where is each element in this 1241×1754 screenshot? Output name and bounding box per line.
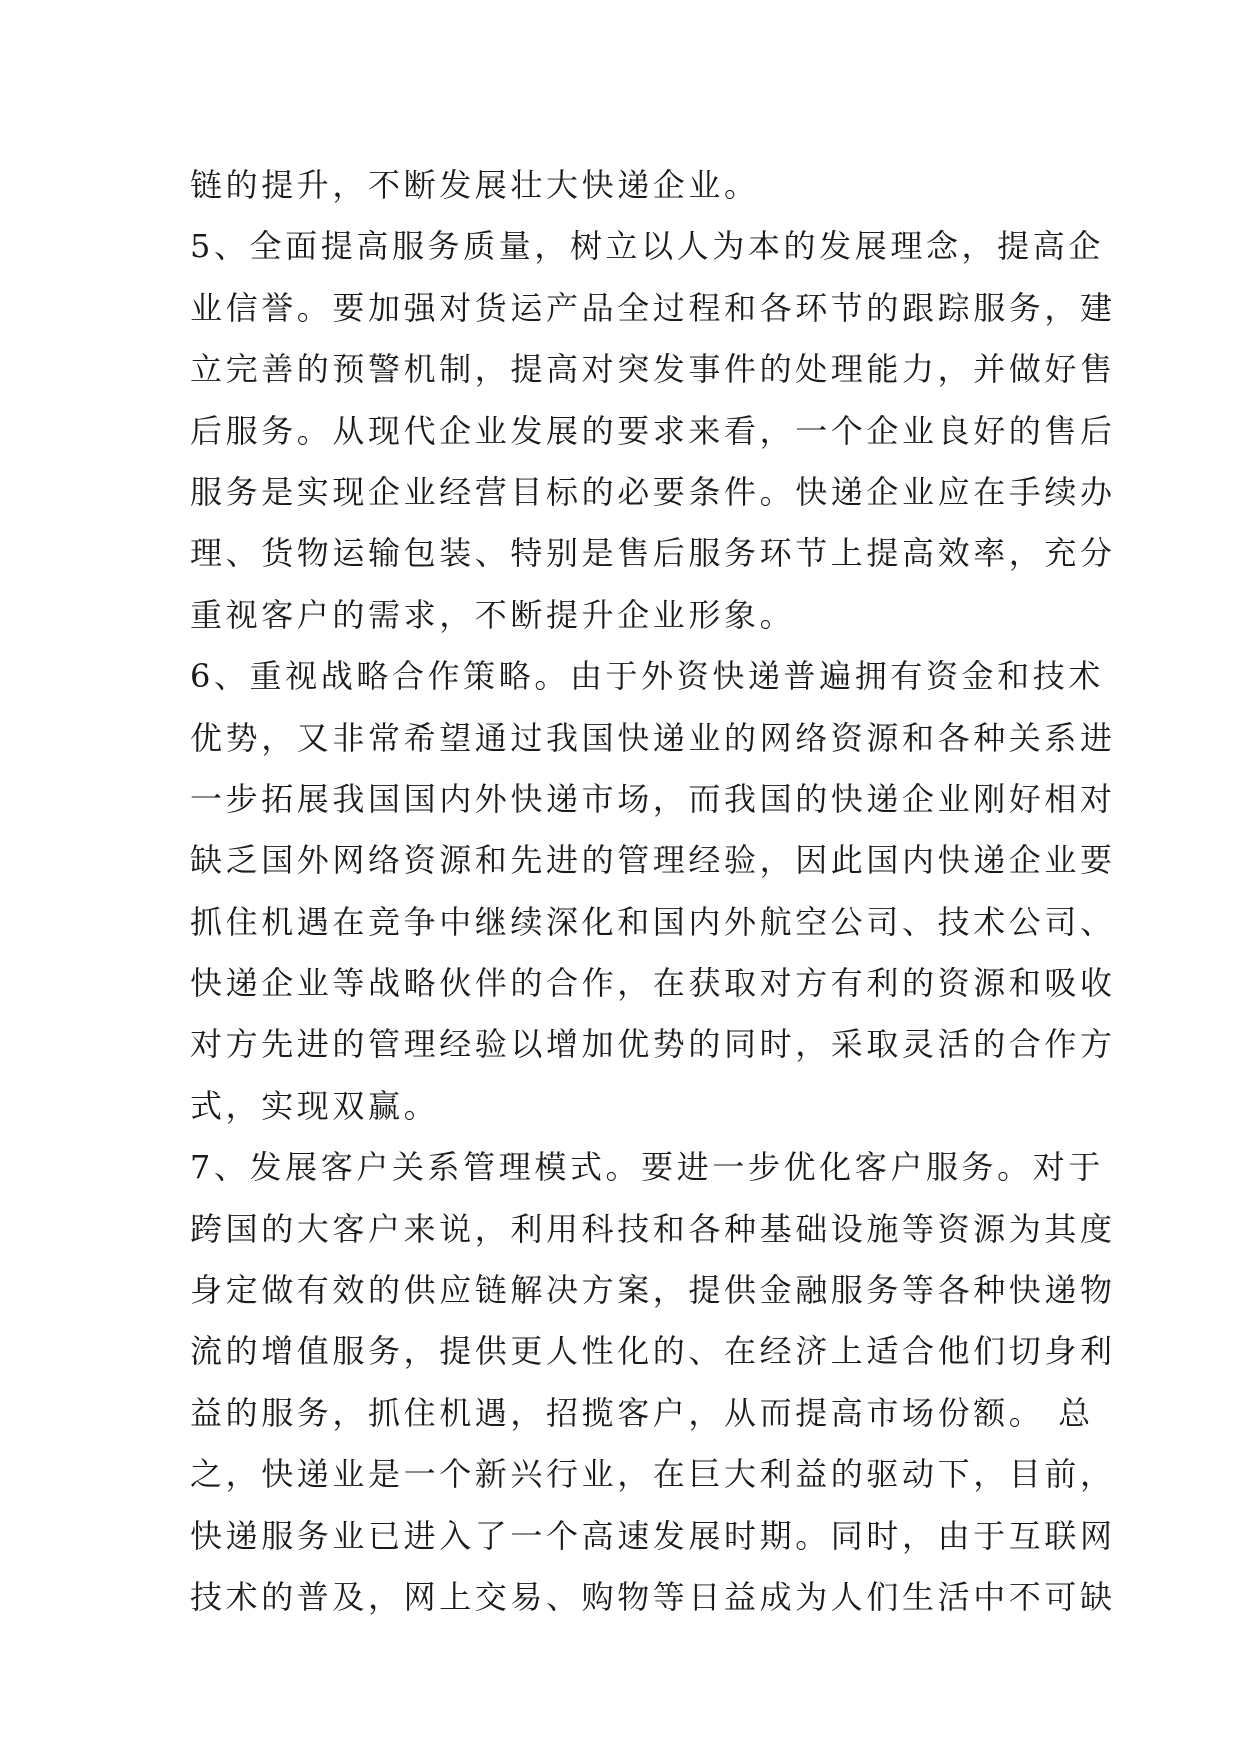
text-line: 快递服务业已进入了一个高速发展时期。同时，由于互联网	[190, 1516, 1116, 1555]
text-line: 缺乏国外网络资源和先进的管理经验，因此国内快递企业要	[190, 841, 1116, 880]
body-text	[190, 155, 1116, 1628]
text-line: 后服务。从现代企业发展的要求来看，一个企业良好的售后	[190, 411, 1116, 450]
text-line: 理、货物运输包装、特别是售后服务环节上提高效率，充分	[190, 534, 1116, 573]
text-line: 优势，又非常希望通过我国快递业的网络资源和各种关系进	[190, 718, 1116, 757]
text-line: 流的增值服务，提供更人性化的、在经济上适合他们切身利	[190, 1332, 1116, 1371]
text-line: 技术的普及，网上交易、购物等日益成为人们生活中不可缺	[190, 1577, 1116, 1616]
text-line: 之，快递业是一个新兴行业，在巨大利益的驱动下，目前，	[190, 1455, 1116, 1494]
text-line: 链的提升，不断发展壮大快递企业。	[190, 166, 760, 204]
text-line: 跨国的大客户来说，利用科技和各种基础设施等资源为其度	[190, 1209, 1116, 1248]
text-line: 快递企业等战略伙伴的合作，在获取对方有利的资源和吸收	[190, 964, 1116, 1003]
text-line: 益的服务，抓住机遇，招揽客户，从而提高市场份额。 总	[190, 1393, 1094, 1432]
text-line: 5、全面提高服务质量，树立以人为本的发展理念，提高企	[190, 227, 1104, 266]
text-line: 重视客户的需求，不断提升企业形象。	[190, 595, 796, 634]
text-line: 6、重视战略合作策略。由于外资快递普遍拥有资金和技术	[190, 657, 1104, 696]
text-line: 身定做有效的供应链解决方案，提供金融服务等各种快递物	[190, 1271, 1116, 1310]
text-line: 对方先进的管理经验以增加优势的同时，采取灵活的合作方	[190, 1025, 1116, 1064]
text-line: 业信誉。要加强对货运产品全过程和各环节的跟踪服务，建	[190, 288, 1116, 327]
text-line: 抓住机遇在竞争中继续深化和国内外航空公司、技术公司、	[190, 902, 1116, 941]
text-line: 服务是实现企业经营目标的必要条件。快递企业应在手续办	[190, 472, 1116, 511]
text-line: 立完善的预警机制，提高对突发事件的处理能力，并做好售	[190, 350, 1116, 389]
text-line: 7、发展客户关系管理模式。要进一步优化客户服务。对于	[190, 1148, 1104, 1187]
text-line: 式，实现双赢。	[190, 1086, 440, 1125]
text-line: 一步拓展我国国内外快递市场，而我国的快递企业刚好相对	[190, 779, 1116, 818]
